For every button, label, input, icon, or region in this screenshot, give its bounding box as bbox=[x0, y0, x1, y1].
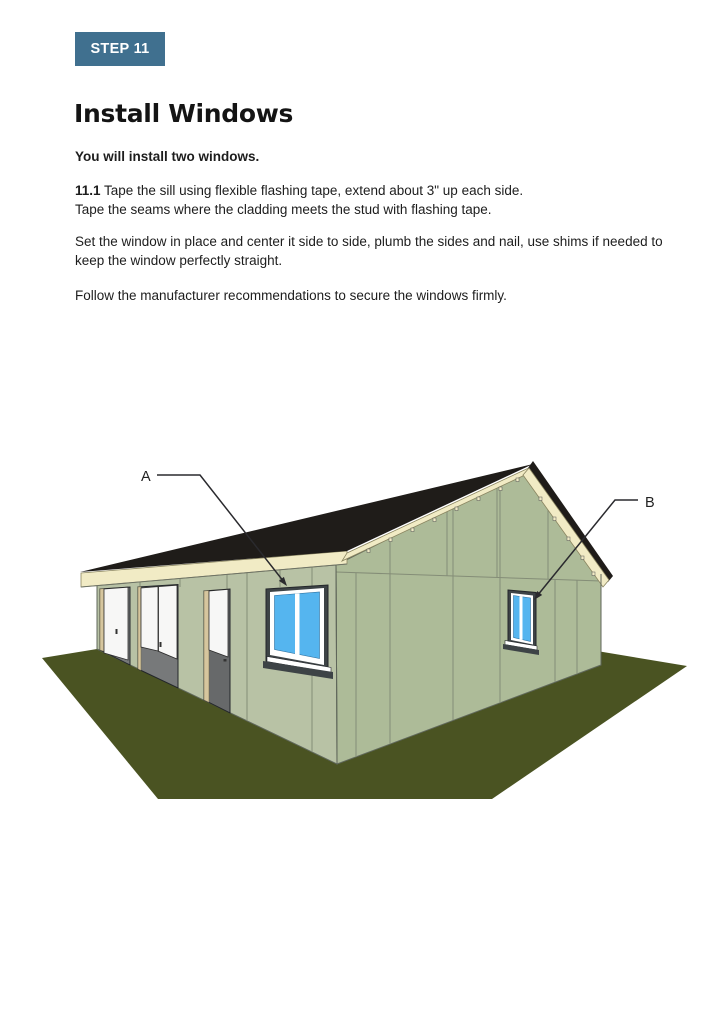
door-panel bbox=[141, 587, 158, 651]
sliding-door-opening-1 bbox=[100, 587, 130, 665]
page-title: Install Windows bbox=[74, 99, 294, 128]
step-number: 11.1 bbox=[75, 183, 101, 198]
door-panel bbox=[159, 585, 178, 659]
intro-text: You will install two windows. bbox=[75, 149, 260, 164]
step-line-2: Tape the seams where the cladding meets the stud with flashing tape. bbox=[75, 201, 492, 217]
paragraph-2-line-2: keep the window perfectly straight. bbox=[75, 252, 283, 268]
label-b: B bbox=[645, 495, 655, 511]
door-handle bbox=[116, 629, 118, 634]
paragraph-2-line-1: Set the window in place and center it side to side, plumb the sides and nail, use shims if needed to bbox=[75, 234, 663, 249]
window-a bbox=[263, 585, 333, 679]
window-b bbox=[503, 590, 539, 655]
step-badge-label: STEP 11 bbox=[90, 41, 150, 57]
door-panel bbox=[104, 587, 128, 660]
person-door bbox=[204, 589, 230, 713]
label-a: A bbox=[141, 469, 151, 485]
door-jamb bbox=[100, 589, 104, 652]
door-jamb bbox=[204, 591, 209, 703]
step-text-1: Tape the sill using flexible flashing tape, extend about 3" up each side. bbox=[100, 183, 524, 198]
door-handle bbox=[224, 659, 227, 662]
window-b-mullion bbox=[520, 596, 523, 640]
window-a-mullion bbox=[295, 594, 300, 656]
door-handle bbox=[160, 642, 162, 647]
door-jamb bbox=[138, 587, 141, 671]
door-panel bbox=[209, 589, 228, 657]
paragraph-follow: Follow the manufacturer recommendations to secure the windows firmly. bbox=[75, 288, 507, 303]
